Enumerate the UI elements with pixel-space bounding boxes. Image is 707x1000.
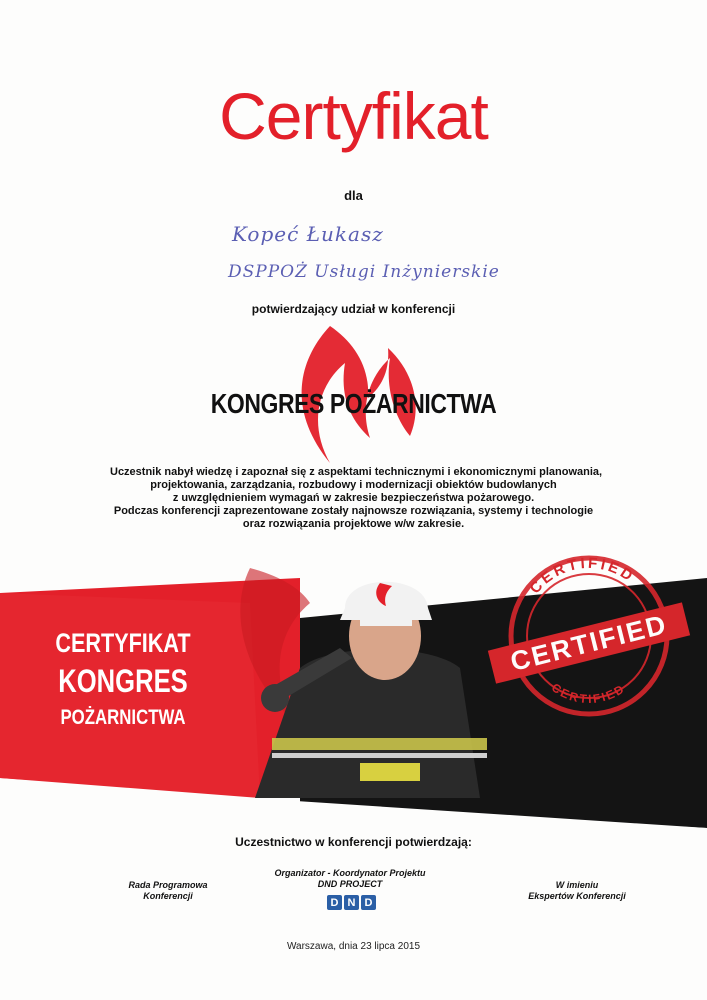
signature-line: Organizator - Koordynator Projektu (274, 868, 426, 878)
promo-line-firefighting: POŻARNICTWA (60, 706, 186, 729)
signature-program-council (108, 880, 228, 902)
description-line: z uwzględnieniem wymagań w zakresie bezpieczeństwa pożarowego. (172, 492, 535, 504)
confirmed-by-heading: Uczestnictwo w konferencji potwierdzają: (235, 835, 472, 849)
logo-letter: D (327, 895, 342, 910)
recipient-name: Kopeć Łukasz (232, 222, 384, 246)
stamp-main-text: CERTIFIED (507, 609, 671, 677)
description-line: projektowania, zarządzania, rozbudowy i modernizacji obiektów budowlanych (150, 479, 557, 491)
logo-letter: N (344, 895, 359, 910)
issue-date: Warszawa, dnia 23 lipca 2015 (286, 941, 421, 952)
logo-letter: D (361, 895, 376, 910)
promo-line-congress: KONGRES (58, 663, 188, 699)
certified-stamp-icon (484, 548, 694, 718)
description-line: Uczestnik nabył wiedzę i zapoznał się z aspektami technicznymi i ekonomicznymi planowania, (110, 466, 603, 478)
description (110, 466, 603, 531)
signature-experts (512, 880, 642, 902)
promo-line-certificate: CERTYFIKAT (55, 628, 191, 658)
signature-line: DND PROJECT (317, 879, 383, 889)
signature-line: W imieniu (555, 880, 599, 890)
description-line: Podczas konferencji zaprezentowane zostały najnowsze rozwiązania, systemy i technologie (113, 505, 594, 517)
svg-text:CERTIFIED (549, 680, 628, 706)
certificate-title: Certyfikat (219, 79, 488, 153)
participation-confirm-text: potwierdzający udział w konferencji (251, 302, 456, 316)
signature-line: Konferencji (143, 891, 193, 901)
promo-text (18, 628, 228, 730)
stamp-ring-top-text: CERTIFIED (526, 554, 639, 598)
dnd-logo (327, 895, 376, 910)
signature-organizer (250, 868, 450, 890)
event-title: KONGRES POŻARNICTWA (210, 388, 497, 419)
signature-line: Rada Programowa (128, 880, 208, 890)
svg-text:CERTIFIED (526, 555, 638, 597)
description-line: oraz rozwiązania projektowe w/w zakresie. (242, 518, 465, 530)
recipient-company: DSPPOŻ Usługi Inżynierskie (228, 262, 500, 282)
signature-line: Ekspertów Konferencji (528, 891, 626, 901)
stamp-ring-bottom-text: CERTIFIED (548, 680, 628, 707)
for-label: dla (344, 188, 363, 203)
